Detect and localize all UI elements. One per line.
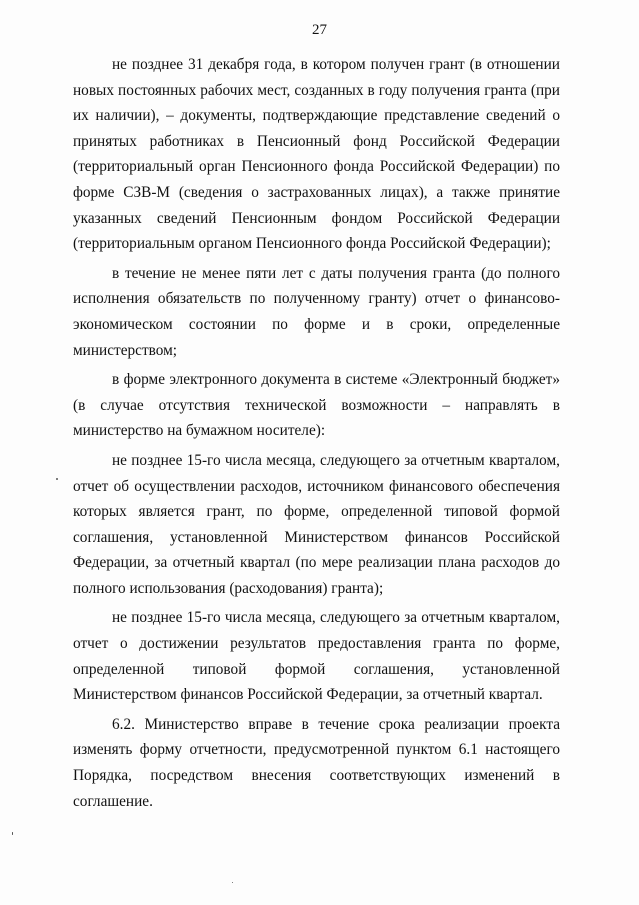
paragraph-results-report: не позднее 15-го числа месяца, следующего за отчетным кварталом, отчет о достижении результатов предоставления гранта по форме, определенной типовой формой соглашения, установленной Министерством финансов Российской Федерации, за отчетный квартал. <box>73 609 560 704</box>
paragraph-financial-report-five-years: в течение не менее пяти лет с даты получения гранта (до полного исполнения обязательств по полученному гранту) отчет о финансово-экономическом состоянии по форме и в сроки, определенные министерством; <box>73 264 560 359</box>
document-body <box>73 52 560 818</box>
scan-speck <box>232 882 233 883</box>
paragraph-expenses-report: не позднее 15-го числа месяца, следующего за отчетным кварталом, отчет об осуществлении расходов, источником финансового обеспечения которых является грант, по форме, определенной типовой формой соглашения, установленной Министерством финансов Российской Федерации, за отчетный квартал (по мере реализации плана расходов до полного использования (расходования) гранта); <box>73 451 560 597</box>
page-number: 27 <box>312 22 327 38</box>
paragraph-electronic-budget: в форме электронного документа в системе «Электронный бюджет» (в случае отсутствия технической возможности – направлять в министерство на бумажном носителе): <box>73 371 560 440</box>
scan-speck <box>56 478 58 480</box>
paragraph-section-6-2: 6.2. Министерство вправе в течение срока реализации проекта изменять форму отчетности, предусмотренной пунктом 6.1 настоящего Порядка, посредством внесения соответствующих изменений в соглашение. <box>73 715 560 810</box>
scan-speck <box>12 832 13 835</box>
paragraph-report-deadline-december: не позднее 31 декабря года, в котором получен грант (в отношении новых постоянных рабочих мест, созданных в году получения гранта (при их наличии), – документы, подтверждающие представление сведений о принятых работниках в Пенсионный фонд Российской Федерации (территориальный орган Пенсионного фонда Российской Федерации) по форме СЗВ-М (сведения о застрахованных лицах), а также принятие указанных сведений Пенсионным фондом Российской Федерации (территориальным органом Пенсионного фонда Российской Федерации); <box>73 56 560 253</box>
